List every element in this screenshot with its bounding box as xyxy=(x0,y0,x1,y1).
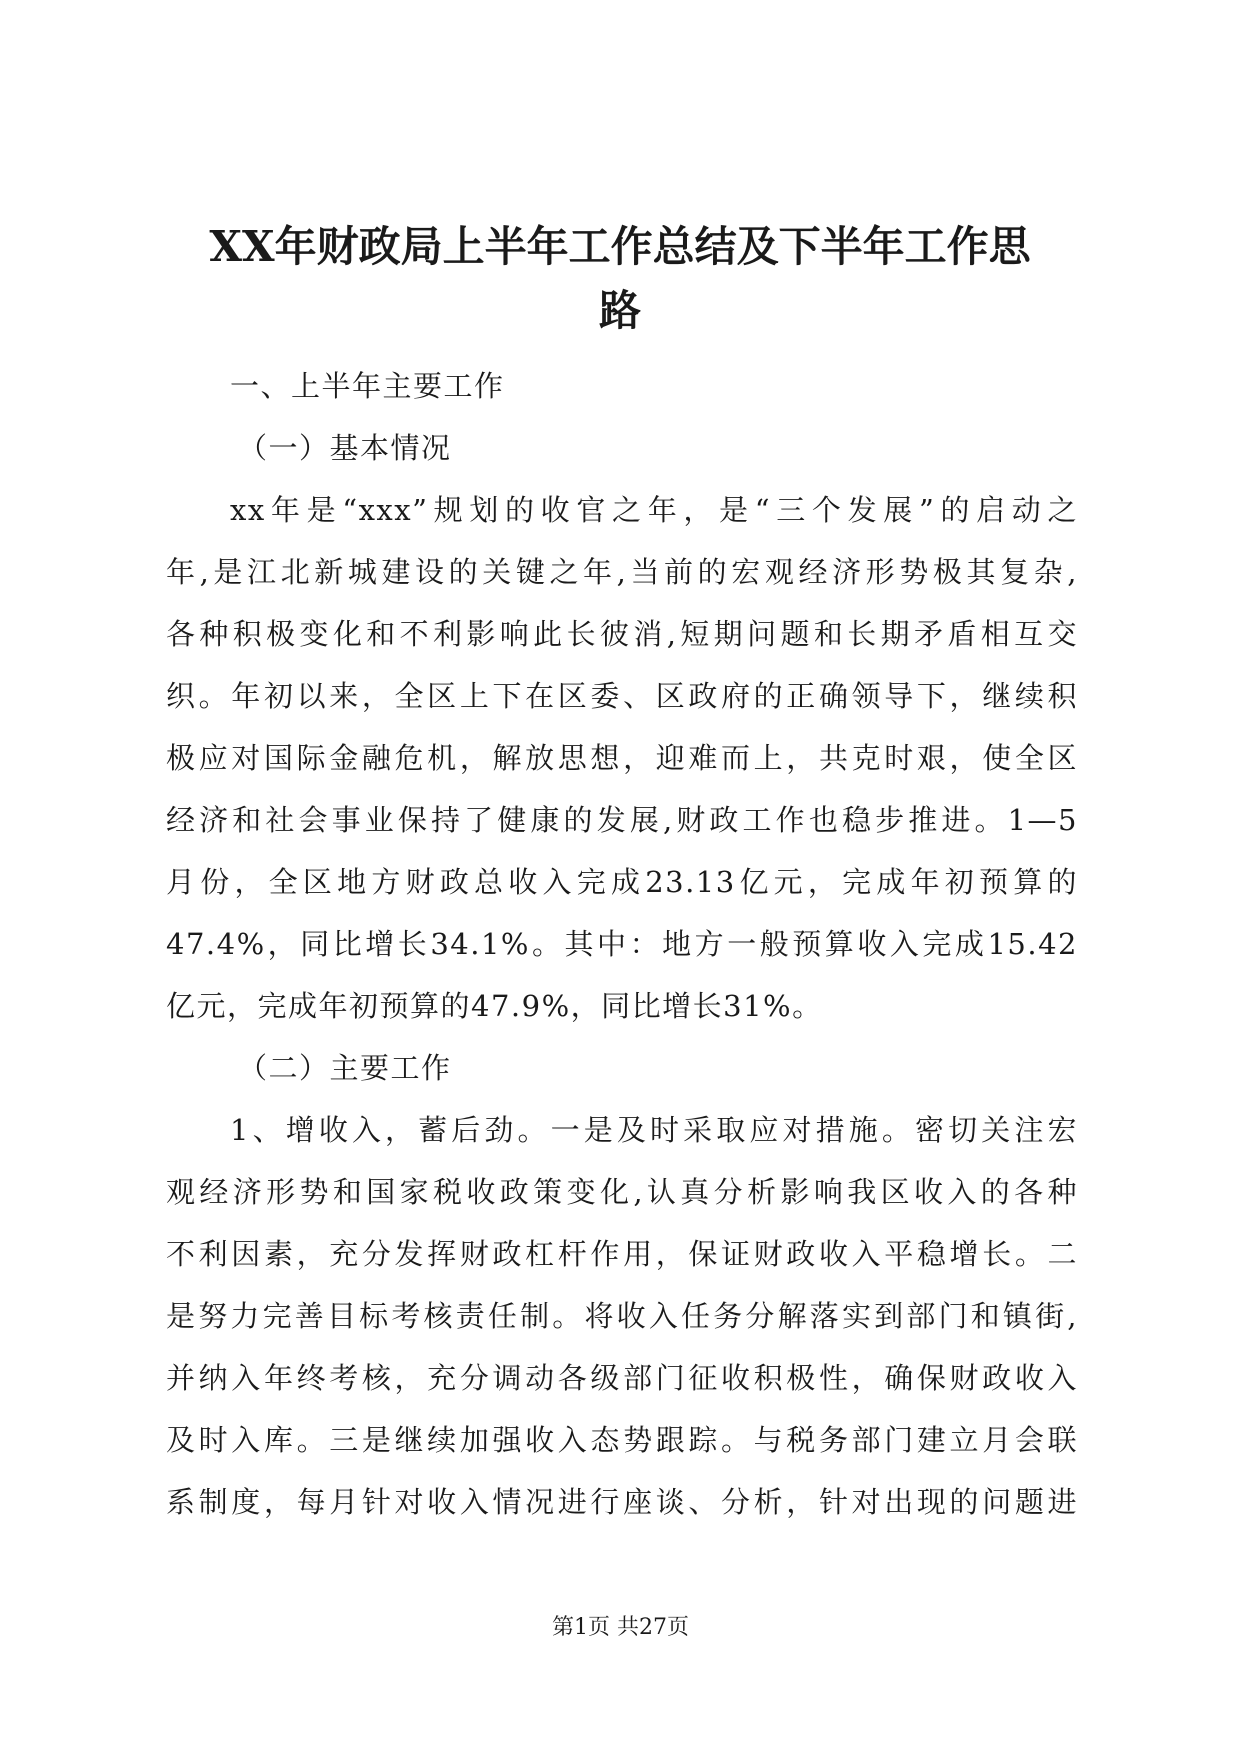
text-line: 织。年初以来，全区上下在区委、区政府的正确领导下，继续积 xyxy=(166,679,1078,713)
text-line: 并纳入年终考核，充分调动各级部门征收积极性，确保财政收入 xyxy=(166,1361,1078,1395)
text-line: 及时入库。三是继续加强收入态势跟踪。与税务部门建立月会联 xyxy=(166,1423,1078,1457)
text-line: 经济和社会事业保持了健康的发展,财政工作也稳步推进。1—5 xyxy=(166,803,1078,837)
text-line: 47.4%，同比增长34.1%。其中：地方一般预算收入完成15.42 xyxy=(166,927,1078,961)
text-line: xx年是“xxx”规划的收官之年，是“三个发展”的启动之 xyxy=(230,493,1078,527)
title-line: 路 xyxy=(598,286,641,335)
text-line: 系制度，每月针对收入情况进行座谈、分析，针对出现的问题进 xyxy=(166,1485,1078,1519)
title-line: XX年财政局上半年工作总结及下半年工作思 xyxy=(209,222,1031,271)
text-line: 观经济形势和国家税收政策变化,认真分析影响我区收入的各种 xyxy=(166,1175,1078,1209)
page-footer: 第1页 共27页 xyxy=(552,1615,689,1640)
text-line: 月份，全区地方财政总收入完成23.13亿元，完成年初预算的 xyxy=(166,865,1078,899)
document-title xyxy=(150,215,1090,343)
subsection-heading: （一）基本情况 xyxy=(238,431,452,465)
paragraph-basic-situation xyxy=(166,479,1078,1037)
text-line: 各种积极变化和不利影响此长彼消,短期问题和长期矛盾相互交 xyxy=(166,617,1078,651)
paragraph-main-work xyxy=(166,1099,1078,1533)
document-body xyxy=(166,355,1078,1533)
text-line: 是努力完善目标考核责任制。将收入任务分解落实到部门和镇街, xyxy=(166,1299,1078,1333)
section-heading: 一、上半年主要工作 xyxy=(230,369,505,403)
subsection-heading: （二）主要工作 xyxy=(238,1051,452,1085)
text-line: 极应对国际金融危机，解放思想，迎难而上，共克时艰，使全区 xyxy=(166,741,1078,775)
text-line: 年,是江北新城建设的关键之年,当前的宏观经济形势极其复杂, xyxy=(166,555,1078,589)
text-line: 不利因素，充分发挥财政杠杆作用，保证财政收入平稳增长。二 xyxy=(166,1237,1078,1271)
text-line: 亿元，完成年初预算的47.9%，同比增长31%。 xyxy=(166,989,823,1023)
text-line: 1、增收入，蓄后劲。一是及时采取应对措施。密切关注宏 xyxy=(230,1113,1078,1147)
